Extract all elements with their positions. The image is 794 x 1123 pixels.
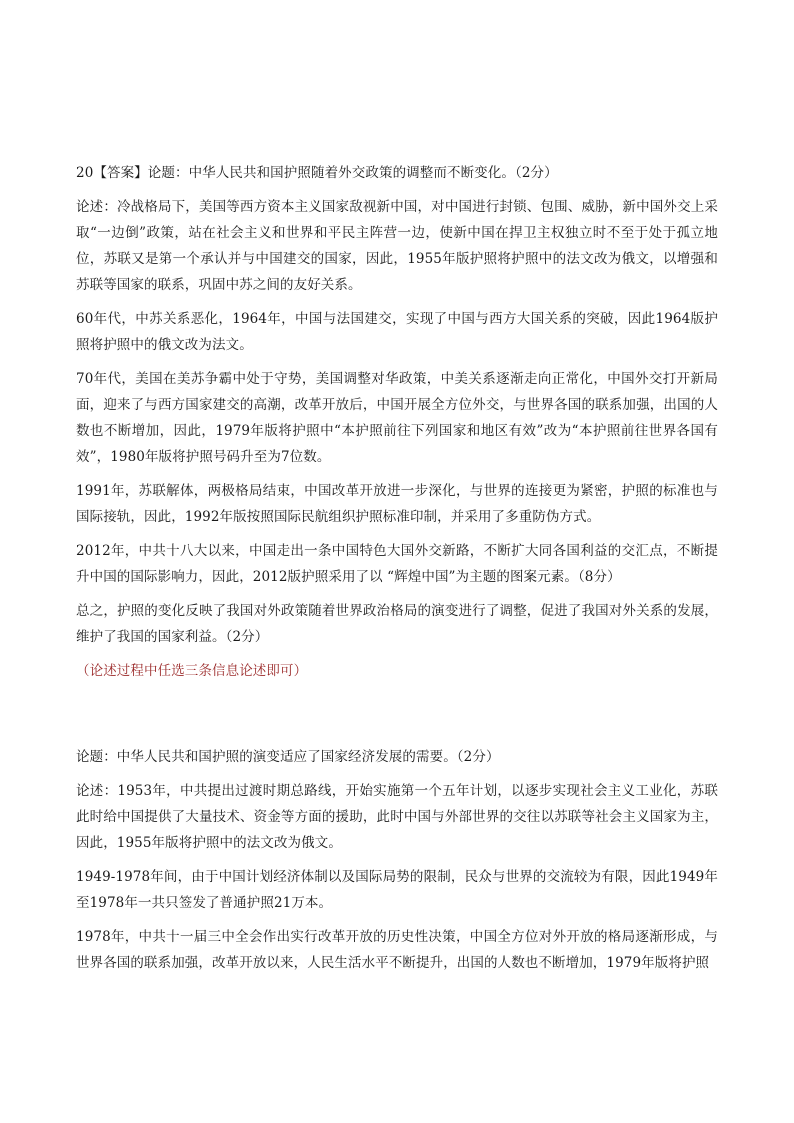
document-page xyxy=(76,160,718,976)
grading-note: （论述过程中任选三条信息论述即可） xyxy=(76,663,308,679)
paragraph-1953: 论述：1953年，中共提出过渡时期总路线，开始实施第一个五年计划，以逐步实现社会主义工业化，苏联此时给中国提供了大量技术、资金等方面的援助，此时中国与外部世界的交往以苏联等社会主义国家为主，因此，1955年版将护照中的法文改为俄文。 xyxy=(76,783,718,851)
paragraph-2012: 2012年，中共十八大以来，中国走出一条中国特色大国外交新路，不断扩大同各国利益的交汇点，不断提升中国的国际影响力，因此，2012版护照采用了以 “辉煌中国”为主题的图案元素。（8分） xyxy=(76,543,718,585)
paragraph-1960s: 60年代，中苏关系恶化，1964年，中国与法国建交，实现了中国与西方大国关系的突破，因此1964版护照将护照中的俄文改为法文。 xyxy=(76,311,718,353)
paragraph-1970s: 70年代，美国在美苏争霸中处于守势，美国调整对华政策，中美关系逐渐走向正常化，中国外交打开新局面，迎来了与西方国家建交的高潮，改革开放后，中国开展全方位外交，与世界各国的联系加强，出国的人数也不断增加，因此，1979年版将护照中“本护照前往下列国家和地区有效”改为“本护照前往世界各国有效”，1980年版将护照号码升至为7位数。 xyxy=(76,371,718,465)
paragraph-1978: 1978年，中共十一届三中全会作出实行改革开放的历史性决策，中国全方位对外开放的格局逐渐形成，与世界各国的联系加强，改革开放以来，人民生活水平不断提升，出国的人数也不断增加，1979年版将护照 xyxy=(76,929,718,971)
paragraph-conclusion: 总之，护照的变化反映了我国对外政策随着世界政治格局的演变进行了调整，促进了我国对外关系的发展，维护了我国的国家利益。（2分） xyxy=(76,603,718,645)
section-spacer xyxy=(76,684,718,744)
answer-thesis-2: 论题：中华人民共和国护照的演变适应了国家经济发展的需要。（2分） xyxy=(76,749,500,765)
paragraph-cold-war: 论述：冷战格局下，美国等西方资本主义国家敌视新中国，对中国进行封锁、包围、威胁，新中国外交上采取“一边倒”政策，站在社会主义和世界和平民主阵营一边，使新中国在捍卫主权独立时不至于处于孤立地位，苏联又是第一个承认并与中国建交的国家，因此，1955年版护照将护照中的法文改为俄文，以增强和苏联等国家的联系，巩固中苏之间的友好关系。 xyxy=(76,199,718,293)
answer-thesis-1: 20【答案】论题：中华人民共和国护照随着外交政策的调整而不断变化。（2分） xyxy=(76,165,558,181)
paragraph-1991: 1991年，苏联解体，两极格局结束，中国改革开放进一步深化，与世界的连接更为紧密，护照的标准也与国际接轨，因此，1992年版按照国际民航组织护照标准印制，并采用了多重防伪方式。 xyxy=(76,483,718,525)
paragraph-1949-1978: 1949-1978年间，由于中国计划经济体制以及国际局势的限制，民众与世界的交流较为有限，因此1949年至1978年一共只签发了普通护照21万本。 xyxy=(76,869,718,911)
